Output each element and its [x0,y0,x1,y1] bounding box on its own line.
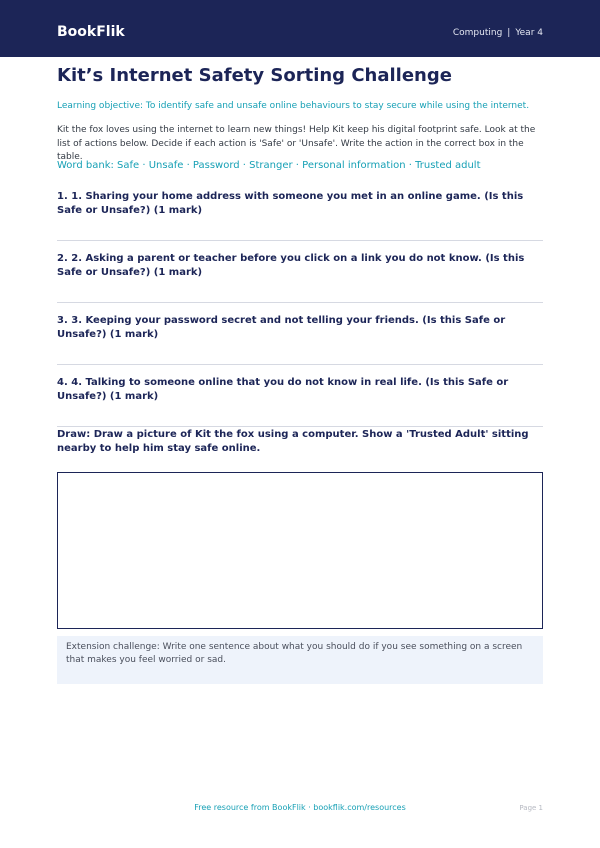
worksheet-title: Kit’s Internet Safety Sorting Challenge [57,65,452,86]
question-3 [57,314,543,365]
question-3-text: 3. 3. Keeping your password secret and not telling your friends. (Is this Safe or Unsafe?) (1 mark) [57,315,506,340]
drawing-box[interactable] [57,472,543,629]
footer-credit: Free resource from BookFlik · bookflik.com/resources [194,803,406,812]
question-1-answer-line[interactable] [57,240,543,241]
question-2 [57,252,543,303]
extension-challenge: Extension challenge: Write one sentence about what you should do if you see something on a screen that makes you feel worried or sad. [57,636,543,684]
intro-paragraph: Kit the fox loves using the internet to learn new things! Help Kit keep his digital footprint safe. Look at the list of actions below. Decide if each action is 'Safe' or 'Unsafe'. Write the action in the correct box in the table. [57,125,536,162]
question-2-text: 2. 2. Asking a parent or teacher before you click on a link you do not know. (Is this Safe or Unsafe?) (1 mark) [57,253,525,278]
header-separator: | [507,28,511,38]
draw-prompt: Draw: Draw a picture of Kit the fox using a computer. Show a 'Trusted Adult' sitting nearby to help him stay safe online. [57,429,529,454]
year-label: Year 4 [515,28,543,38]
subject-label: Computing [452,28,503,38]
question-1 [57,190,543,241]
question-1-text: 1. 1. Sharing your home address with someone you met in an online game. (Is this Safe or Unsafe?) (1 mark) [57,191,524,216]
brand-logo-text: BookFlik [57,24,125,40]
question-3-answer-line[interactable] [57,364,543,365]
question-2-answer-line[interactable] [57,302,543,303]
question-4 [57,376,543,427]
page-number: Page 1 [519,804,543,812]
subject-year-label [453,26,543,40]
question-4-text: 4. 4. Talking to someone online that you do not know in real life. (Is this Safe or Unsafe?) (1 mark) [57,377,509,402]
question-4-answer-line[interactable] [57,426,543,427]
page-header [0,0,600,57]
word-bank: Word bank: Safe · Unsafe · Password · Stranger · Personal information · Trusted adult [57,160,481,171]
learning-objective: Learning objective: To identify safe and unsafe online behaviours to stay secure while using the internet. [57,101,530,111]
